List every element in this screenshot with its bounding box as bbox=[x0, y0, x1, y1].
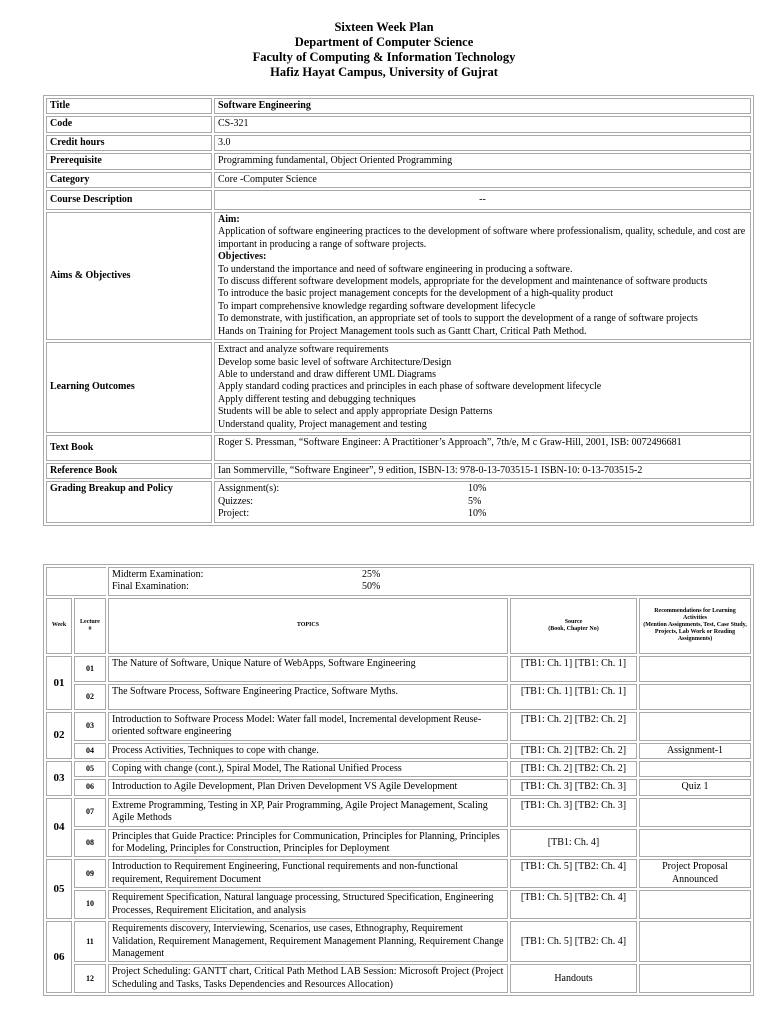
table-row bbox=[46, 342, 751, 433]
lecture-topic: Process Activities, Techniques to cope with change. bbox=[108, 743, 508, 759]
lecture-recommendation bbox=[639, 684, 751, 710]
lecture-recommendation bbox=[639, 761, 751, 777]
topics-header: TOPICS bbox=[108, 598, 508, 654]
table-row bbox=[46, 964, 751, 993]
grading-label: Grading Breakup and Policy bbox=[46, 481, 212, 522]
lecture-source: [TB1: Ch. 3] [TB2: Ch. 3] bbox=[510, 779, 637, 795]
recommendations-header bbox=[639, 598, 751, 654]
lecture-number: 04 bbox=[74, 743, 106, 759]
objective-item: To introduce the basic project management concepts for the development of a high-quality product bbox=[218, 288, 613, 300]
lecture-number: 11 bbox=[74, 921, 106, 962]
lecture-number: 05 bbox=[74, 761, 106, 777]
lecture-number: 07 bbox=[74, 798, 106, 827]
lecture-topic: Project Scheduling: GANTT chart, Critical Path Method LAB Session: Microsoft Project (Project Scheduling and Tasks, Tasks Dependencies and Resources Allocation) bbox=[108, 964, 508, 993]
week-number: 01 bbox=[46, 656, 72, 710]
aims-cell bbox=[214, 212, 751, 340]
objective-item: To discuss different software development models, appropriate for the development and maintenance of software products bbox=[218, 276, 708, 288]
table-row bbox=[46, 779, 751, 795]
lecture-number: 02 bbox=[74, 684, 106, 710]
lecture-source: Handouts bbox=[510, 964, 637, 993]
lecture-source: [TB1: Ch. 3] [TB2: Ch. 3] bbox=[510, 798, 637, 827]
table-row bbox=[46, 212, 751, 340]
lecture-number: 03 bbox=[74, 712, 106, 741]
table-row bbox=[46, 463, 751, 479]
lecture-topic: Coping with change (cont.), Spiral Model, The Rational Unified Process bbox=[108, 761, 508, 777]
grading-continued-cell bbox=[108, 567, 751, 596]
outcome-item: Apply standard coding practices and principles in each phase of software development lifecycle bbox=[218, 381, 602, 393]
reference-value: Ian Sommerville, “Software Engineer”, 9 edition, ISBN-13: 978-0-13-703515-1 ISBN-10: 0-13-703515-2 bbox=[214, 463, 751, 479]
week-number: 03 bbox=[46, 761, 72, 796]
lecture-recommendation bbox=[639, 829, 751, 858]
document-header bbox=[0, 20, 768, 80]
table-row bbox=[46, 116, 751, 132]
category-label: Category bbox=[46, 172, 212, 188]
table-row bbox=[46, 829, 751, 858]
grading-item-pct: 10% bbox=[468, 483, 487, 495]
lecture-source: [TB1: Ch. 1] [TB1: Ch. 1] bbox=[510, 656, 637, 682]
table-row bbox=[46, 172, 751, 188]
source-header bbox=[510, 598, 637, 654]
table-row bbox=[46, 98, 751, 114]
lecture-number: 01 bbox=[74, 656, 106, 682]
textbook-label: Text Book bbox=[46, 435, 212, 461]
plan-title: Sixteen Week Plan bbox=[334, 20, 434, 34]
weekly-plan-table bbox=[43, 564, 754, 996]
table-row bbox=[46, 890, 751, 919]
grading-cell bbox=[214, 481, 751, 522]
lecture-source: [TB1: Ch. 5] [TB2: Ch. 4] bbox=[510, 921, 637, 962]
lecture-topic: The Software Process, Software Engineering Practice, Software Myths. bbox=[108, 684, 508, 710]
lecture-recommendation bbox=[639, 890, 751, 919]
table-row bbox=[46, 798, 751, 827]
lecture-source: [TB1: Ch. 2] [TB2: Ch. 2] bbox=[510, 761, 637, 777]
lecture-source: [TB1: Ch. 2] [TB2: Ch. 2] bbox=[510, 743, 637, 759]
grading-row bbox=[218, 508, 747, 520]
outcome-item: Extract and analyze software requirements bbox=[218, 344, 389, 356]
category-value: Core -Computer Science bbox=[214, 172, 751, 188]
lecture-number: 06 bbox=[74, 779, 106, 795]
rec-header-line2: (Mention Assignments, Test, Case Study, Projects, Lab Work or Reading Assignments) bbox=[643, 622, 747, 643]
table-row bbox=[46, 712, 751, 741]
prereq-label: Prerequisite bbox=[46, 153, 212, 169]
table-row bbox=[46, 190, 751, 210]
lecture-recommendation bbox=[639, 921, 751, 962]
source-header-line1: Source bbox=[564, 618, 583, 625]
lecture-source: [TB1: Ch. 1] [TB1: Ch. 1] bbox=[510, 684, 637, 710]
week-header: Week bbox=[46, 598, 72, 654]
grading-row bbox=[112, 581, 747, 593]
grading-item-name: Final Examination: bbox=[112, 581, 189, 593]
lecture-recommendation: Assignment-1 bbox=[639, 743, 751, 759]
prereq-value: Programming fundamental, Object Oriented Programming bbox=[214, 153, 751, 169]
table-row bbox=[46, 435, 751, 461]
lecture-number: 09 bbox=[74, 859, 106, 888]
plan-header-row bbox=[46, 598, 751, 654]
lecture-topic: Requirement Specification, Natural language processing, Structured Specification, Engineering Processes, Requirement Elicitation, and analysis bbox=[108, 890, 508, 919]
source-header-line2: (Book, Chapter No) bbox=[548, 625, 599, 632]
table-row bbox=[46, 135, 751, 151]
faculty-name: Faculty of Computing & Information Technology bbox=[252, 50, 516, 64]
table-row bbox=[46, 921, 751, 962]
table-row bbox=[46, 481, 751, 522]
lecture-topic: Requirements discovery, Interviewing, Scenarios, use cases, Ethnography, Requirement Validation, Requirement Management, Requirement Management Planning, Requirement Change Management bbox=[108, 921, 508, 962]
aim-text: Application of software engineering practices to the development of software where professionalism, quality, schedule, and cost are important in producing a range of software projects. bbox=[218, 226, 746, 250]
rec-header-line1: Recommendations for Learning Activities bbox=[654, 608, 736, 622]
lecture-recommendation bbox=[639, 798, 751, 827]
grading-item-name: Midterm Examination: bbox=[112, 569, 204, 580]
grading-row bbox=[218, 483, 747, 495]
aims-label: Aims & Objectives bbox=[46, 212, 212, 340]
reference-label: Reference Book bbox=[46, 463, 212, 479]
description-value: -- bbox=[214, 190, 751, 210]
outcomes-cell bbox=[214, 342, 751, 433]
table-row bbox=[46, 859, 751, 888]
lecture-source: [TB1: Ch. 2] [TB2: Ch. 2] bbox=[510, 712, 637, 741]
table-row bbox=[46, 567, 751, 596]
title-value: Software Engineering bbox=[214, 98, 751, 114]
outcome-item: Students will be able to select and apply appropriate Design Patterns bbox=[218, 406, 493, 418]
code-label: Code bbox=[46, 116, 212, 132]
lecture-number: 10 bbox=[74, 890, 106, 919]
lecture-topic: Principles that Guide Practice: Principles for Communication, Principles for Planning, Principles for Modeling, Principles for Construction, Principles for Deployment bbox=[108, 829, 508, 858]
grading-item-pct: 5% bbox=[468, 495, 482, 507]
title-label: Title bbox=[46, 98, 212, 114]
objectives-heading: Objectives: bbox=[218, 251, 267, 263]
table-row bbox=[46, 153, 751, 169]
department-name: Department of Computer Science bbox=[294, 35, 474, 49]
table-row bbox=[46, 656, 751, 682]
textbook-value: Roger S. Pressman, “Software Engineer: A Practitioner’s Approach”, 7th/e, M c Graw-Hill, 2001, ISB: 0072496681 bbox=[214, 435, 751, 461]
week-number: 04 bbox=[46, 798, 72, 858]
credit-label: Credit hours bbox=[46, 135, 212, 151]
lecture-source: [TB1: Ch. 5] [TB2: Ch. 4] bbox=[510, 890, 637, 919]
lecture-recommendation bbox=[639, 964, 751, 993]
table-row bbox=[46, 684, 751, 710]
description-label: Course Description bbox=[46, 190, 212, 210]
credit-value: 3.0 bbox=[214, 135, 751, 151]
lecture-topic: Introduction to Agile Development, Plan Driven Development VS Agile Development bbox=[108, 779, 508, 795]
lecture-source: [TB1: Ch. 5] [TB2: Ch. 4] bbox=[510, 859, 637, 888]
table-row bbox=[46, 761, 751, 777]
grading-item-pct: 25% bbox=[362, 569, 381, 580]
objective-item: To impart comprehensive knowledge regarding software development lifecycle bbox=[218, 300, 536, 312]
lecture-recommendation bbox=[639, 712, 751, 741]
outcome-item: Understand quality, Project management and testing bbox=[218, 418, 427, 430]
campus-name: Hafiz Hayat Campus, University of Gujrat bbox=[270, 65, 498, 79]
grading-item-pct: 50% bbox=[362, 581, 381, 593]
lecture-recommendation: Quiz 1 bbox=[639, 779, 751, 795]
lecture-topic: Introduction to Software Process Model: Water fall model, Incremental development Reuse-oriented software engineering bbox=[108, 712, 508, 741]
lecture-header: Lecture # bbox=[74, 598, 106, 654]
outcomes-label: Learning Outcomes bbox=[46, 342, 212, 433]
week-number: 05 bbox=[46, 859, 72, 919]
objective-item: Hands on Training for Project Management tools such as Gantt Chart, Critical Path Method. bbox=[218, 325, 587, 337]
grading-item-name: Quizzes: bbox=[218, 495, 253, 507]
course-info-table bbox=[43, 95, 754, 526]
lecture-source: [TB1: Ch. 4] bbox=[510, 829, 637, 858]
outcome-item: Develop some basic level of software Architecture/Design bbox=[218, 356, 452, 368]
lecture-number: 12 bbox=[74, 964, 106, 993]
objective-item: To demonstrate, with justification, an appropriate set of tools to support the development of a range of software projects bbox=[218, 313, 698, 325]
table-row bbox=[46, 743, 751, 759]
grading-row bbox=[218, 496, 747, 508]
grading-row bbox=[112, 569, 747, 581]
lecture-number: 08 bbox=[74, 829, 106, 858]
objective-item: To understand the importance and need of software engineering in producing a software. bbox=[218, 263, 573, 275]
lecture-recommendation: Project Proposal Announced bbox=[639, 859, 751, 888]
lecture-topic: Introduction to Requirement Engineering, Functional requirements and non-functional requirement, Requirement Document bbox=[108, 859, 508, 888]
week-number: 06 bbox=[46, 921, 72, 993]
grading-item-name: Assignment(s): bbox=[218, 483, 280, 495]
grading-item-pct: 10% bbox=[468, 508, 487, 520]
grading-item-name: Project: bbox=[218, 508, 250, 520]
lecture-topic: The Nature of Software, Unique Nature of WebApps, Software Engineering bbox=[108, 656, 508, 682]
outcome-item: Able to understand and draw different UML Diagrams bbox=[218, 368, 436, 380]
lecture-recommendation bbox=[639, 656, 751, 682]
aim-heading: Aim: bbox=[218, 214, 240, 226]
lecture-topic: Extreme Programming, Testing in XP, Pair Programming, Agile Project Management, Scaling Agile Methods bbox=[108, 798, 508, 827]
week-number: 02 bbox=[46, 712, 72, 759]
outcome-item: Apply different testing and debugging techniques bbox=[218, 393, 416, 405]
code-value: CS-321 bbox=[214, 116, 751, 132]
